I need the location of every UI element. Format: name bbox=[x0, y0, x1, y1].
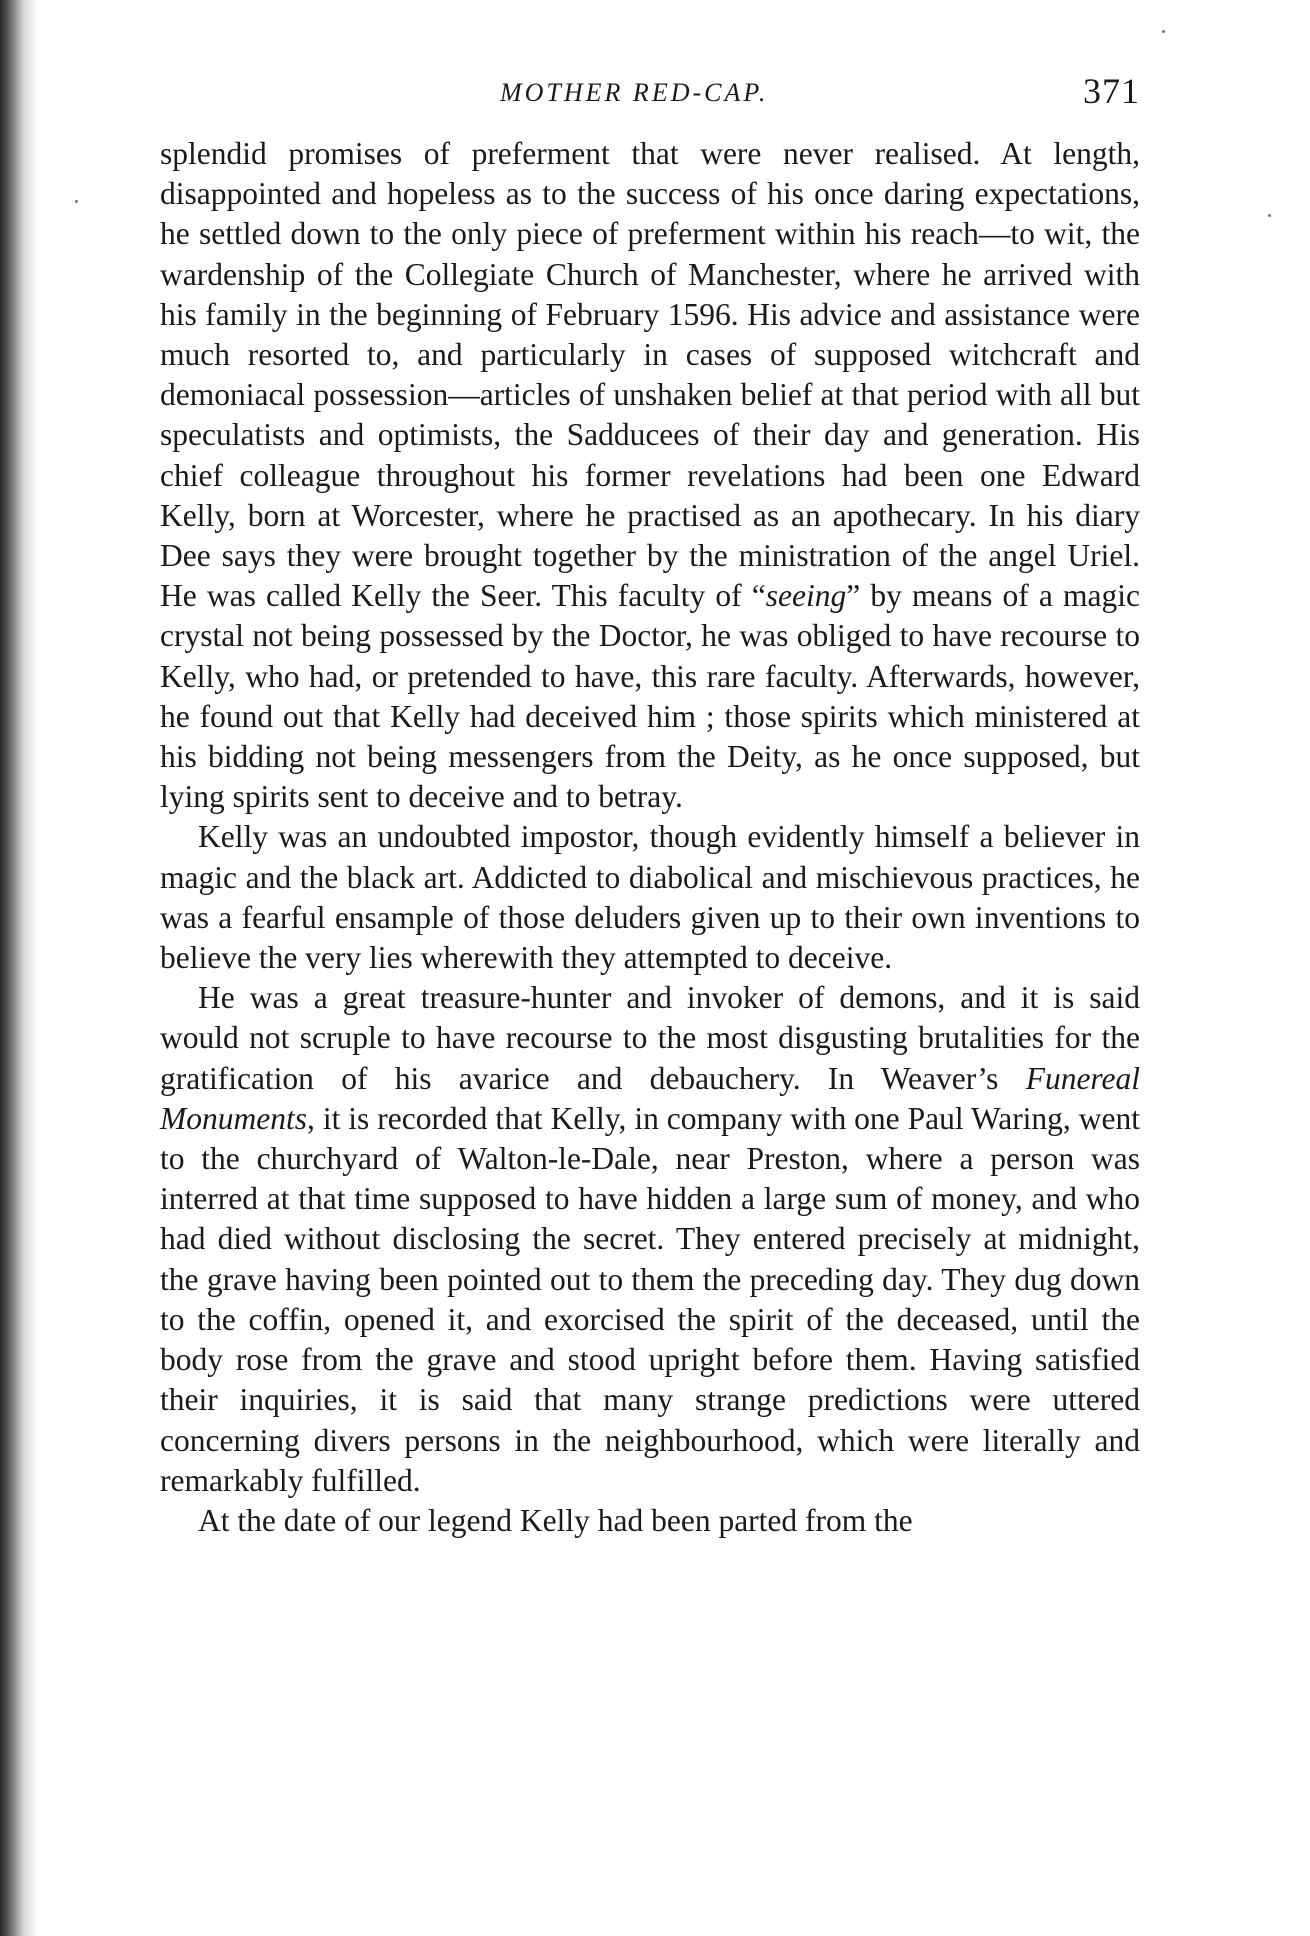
paragraph bbox=[160, 978, 1140, 1501]
body-text bbox=[160, 134, 1140, 1541]
running-title: MOTHER RED-CAP. bbox=[500, 78, 769, 107]
paragraph bbox=[160, 134, 1140, 817]
text-span: At the date of our legend Kelly had been parted from the bbox=[198, 1502, 913, 1538]
paragraph bbox=[160, 817, 1140, 978]
book-page bbox=[160, 70, 1140, 1541]
emphasis-span: seeing bbox=[765, 578, 847, 614]
paragraph bbox=[160, 1501, 1140, 1541]
page-number: 371 bbox=[1083, 71, 1140, 111]
speck bbox=[75, 200, 78, 203]
emphasis-span: Funereal Monuments bbox=[160, 1060, 1140, 1136]
text-span: Kelly was an undoubted impostor, though evidently himself a believer in magic and the black art. Addicted to diabolical and mischievous practices, he was a fearful ensample of those deluders given up to their own inventions to believe the very lies wherewith they attempted to deceive. bbox=[160, 819, 1140, 976]
text-span: ” by means of a magic crystal not being possessed by the Doctor, he was obliged to have recourse to Kelly, who had, or pretended to have, this rare faculty. Afterwards, however, he found out that Kelly had deceived him ; those spirits which ministered at his bidding not being messengers from the Deity, as he once supposed, but lying spirits sent to deceive and to betray. bbox=[160, 578, 1140, 815]
page-header bbox=[160, 70, 1140, 122]
text-span: , it is recorded that Kelly, in company with one Paul Waring, went to the churchyard of Walton-le-Dale, near Preston, where a person was interred at that time supposed to have hidden a large sum of money, and who had died without disclosing the secret. They entered precisely at midnight, the grave having been pointed out to them the preceding day. They dug down to the coffin, opened it, and exorcised the spirit of the deceased, until the body rose from the grave and stood upright before them. Having satisfied their inquiries, it is said that many strange predictions were uttered concerning divers persons in the neighbourhood, which were literally and remarkably fulfilled. bbox=[160, 1100, 1140, 1498]
text-span: splendid promises of preferment that were never realised. At length, disappointed and hopeless as to the success of his once daring expectations, he settled down to the only piece of preferment within his reach—to wit, the wardenship of the Collegiate Church of Manchester, where he arrived with his family in the beginning of February 1596. His advice and assistance were much resorted to, and particularly in cases of supposed witchcraft and demoniacal possession—articles of unshaken belief at that period with all but speculatists and optimists, the Sadducees of their day and generation. His chief colleague throughout his former revelations had been one Edward Kelly, born at Worcester, where he practised as an apothecary. In his diary Dee says they were brought together by the ministration of the angel Uriel. He was called Kelly the Seer. This faculty of “ bbox=[160, 136, 1140, 614]
book-spine-shadow bbox=[0, 0, 38, 1936]
speck bbox=[1268, 214, 1271, 217]
speck bbox=[1162, 30, 1165, 33]
text-span: He was a great treasure-hunter and invoker of demons, and it is said would not scruple to have recourse to the most disgusting brutalities for the gratification of his avarice and debauchery. In Weaver’s bbox=[160, 980, 1140, 1096]
